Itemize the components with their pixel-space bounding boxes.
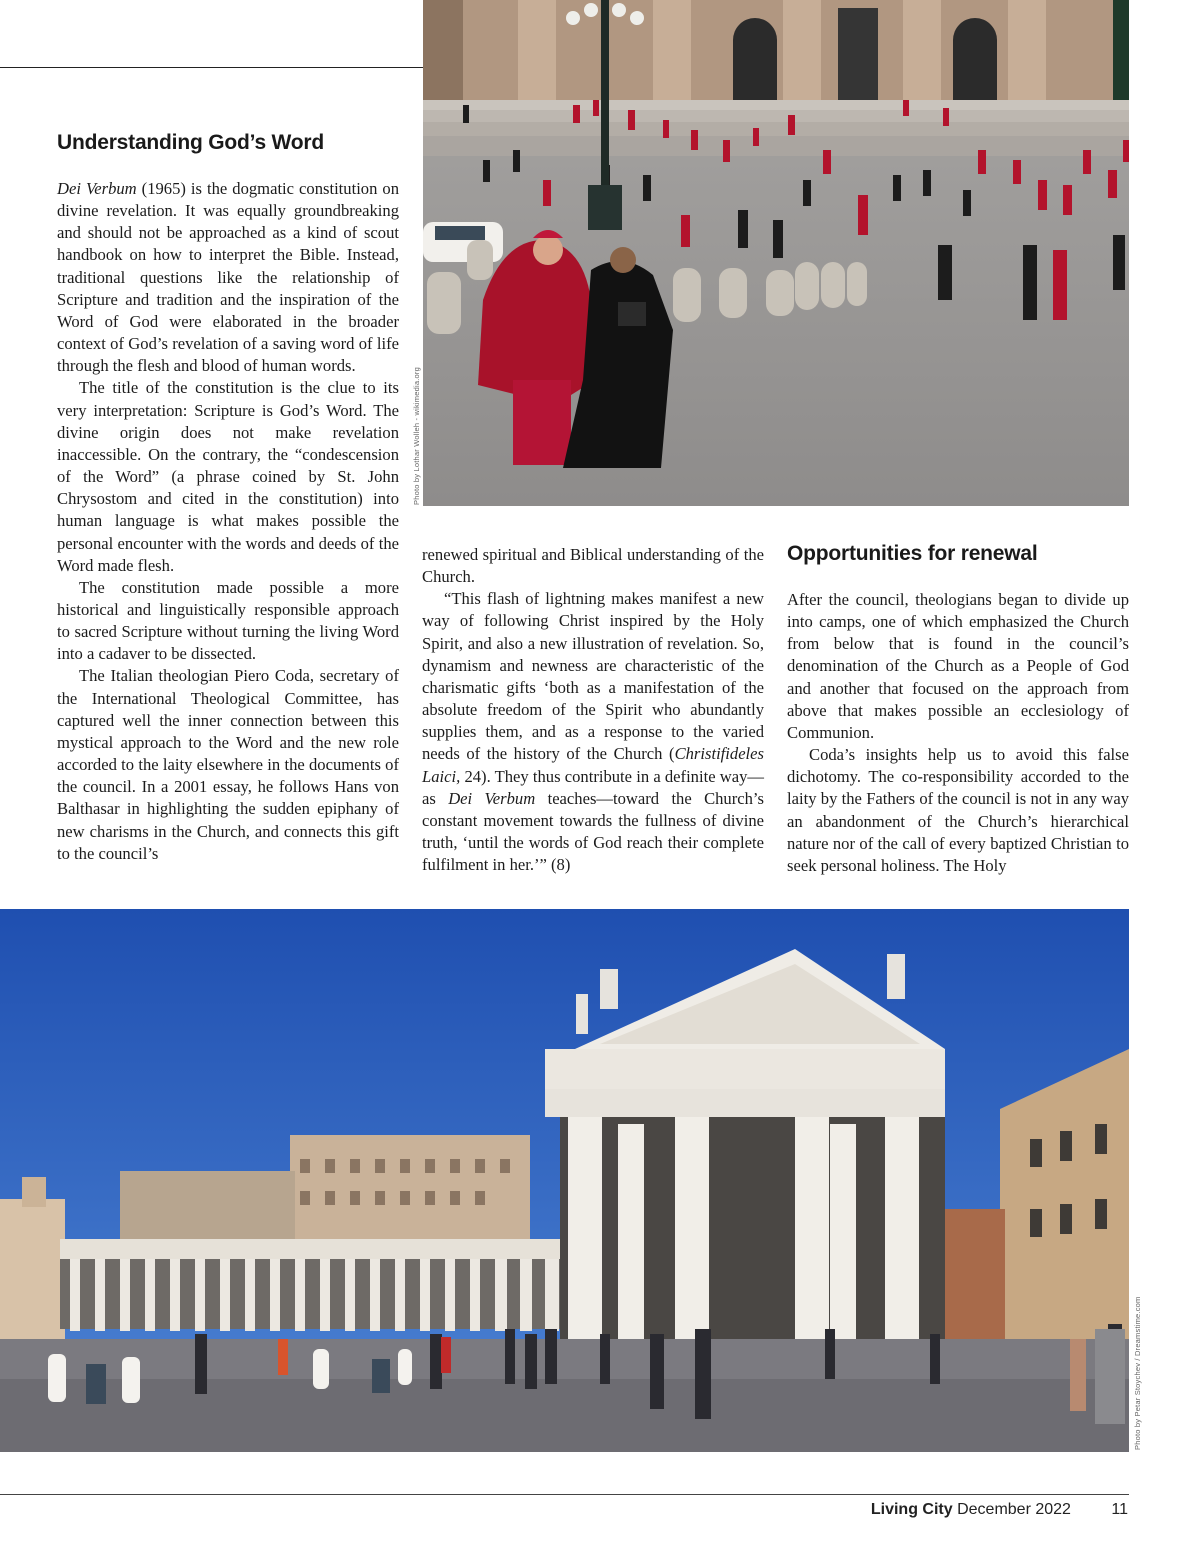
- paragraph-text: teaches—toward the Church’s constant movement towards the fullness of divine truth, ‘until the words of God reach their complete fulfilment in her.’” (8): [422, 788, 764, 875]
- top-photo-credit: Photo by Lothar Wolleh - wikimedia.org: [412, 367, 421, 505]
- paragraph: [57, 178, 399, 377]
- page-footer: [871, 1498, 1128, 1522]
- page-number: 11: [1111, 1501, 1128, 1518]
- paragraph: After the council, theologians began to divide up into camps, one of which emphasized the Church from below that is found in the council’s denomination of the Church as a People of God and another that focused on the approach from above that makes possible an ecclesiology of Communion.: [787, 590, 1129, 742]
- paragraph: [422, 588, 764, 876]
- paragraph: The constitution made possible a more historical and linguistically responsible approach to sacred Scripture without turning the living Word into a cadaver to be dissected.: [57, 577, 399, 664]
- issue-date: December 2022: [957, 1501, 1071, 1518]
- citation-title: Christifideles Laici,: [422, 744, 764, 786]
- paragraph-text: “This flash of lightning makes manifest a new way of following Christ inspired by the Holy Spirit, and also a new illustration of revelation. So, dynamism and newness are characteristic of the charismatic gifts ‘both as a manifestation of the absolute freedom of the Spirit who abundantly supplies them, and as a response to the varied needs of the history of the Church (: [422, 589, 764, 764]
- colonnade-photo-illustration: [0, 909, 1129, 1452]
- paragraph-text: (1965) is the dogmatic constitution on divine revelation. It was equally groundbreaking and should not be approached as a kind of scout handbook on how to interpret the Bible. Instead, traditional questions like the relationship of Scripture and tradition and the inspiration of the Word of God were elaborated in the broader context of God’s revelation of a saving word of life through the flesh and blood of human words.: [57, 179, 399, 376]
- bottom-photo-credit: Photo by Petar Stoychev / Dreamstime.com: [1133, 1296, 1142, 1450]
- top-rule: [0, 67, 423, 68]
- document-title: Dei Verbum: [57, 179, 137, 198]
- footer-rule: [0, 1494, 1129, 1495]
- document-title: Dei Verbum: [448, 788, 536, 808]
- council-photo-illustration: [423, 0, 1129, 506]
- magazine-name: Living City: [870, 1501, 953, 1518]
- column-1: [57, 178, 399, 865]
- paragraph: renewed spiritual and Biblical understanding of the Church.: [422, 545, 764, 587]
- council-photo: [423, 0, 1129, 506]
- column-3: [787, 589, 1129, 877]
- paragraph: The title of the constitution is the clue to its very interpretation: Scripture is God’s Word. The divine origin does not make revelation inaccessible. On the contrary, the “condescension of the Word” (a phrase coined by St. John Chrysostom and cited in the constitution) into human language is what makes possible the personal encounter with the words and deeds of the Word made flesh.: [57, 378, 399, 575]
- section-heading-understanding: Understanding God’s Word: [57, 131, 325, 154]
- paragraph: The Italian theologian Piero Coda, secretary of the International Theological Committee, has captured well the inner connection between this mystical approach to the Word and the new role accorded to the laity elsewhere in the documents of the council. In a 2001 essay, he follows Hans von Balthasar in highlighting the sudden epiphany of new charisms in the Church, and connects this gift to the council’s: [57, 666, 399, 863]
- section-heading-opportunities: Opportunities for renewal: [787, 542, 1038, 565]
- paragraph-text: 24). They thus contribute in a definite way—as: [422, 766, 764, 808]
- colonnade-photo: [0, 909, 1129, 1452]
- paragraph: Coda’s insights help us to avoid this false dichotomy. The co-responsibility accorded to the laity by the Fathers of the council is not in any way an abandonment of the Church’s hierarchical nature nor of the call of every baptized Christian to seek personal holiness. The Holy: [787, 745, 1129, 875]
- column-2: [422, 544, 764, 876]
